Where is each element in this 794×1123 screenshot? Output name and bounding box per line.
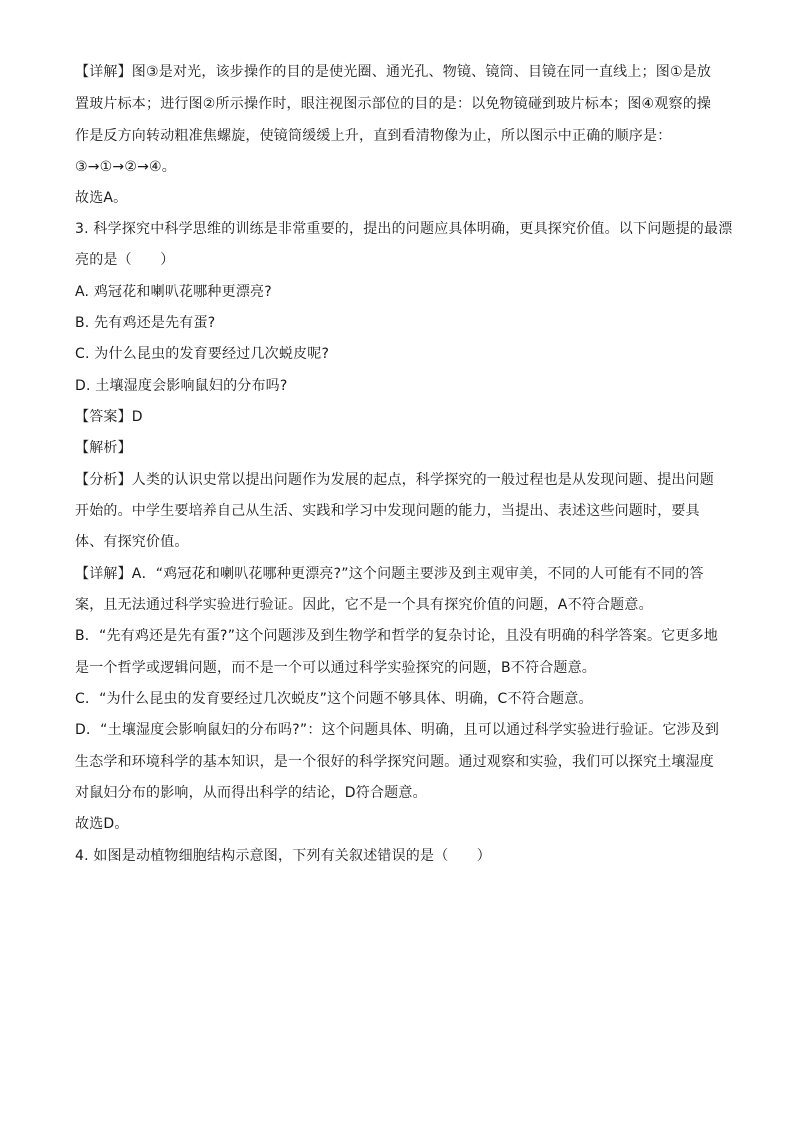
question-3-option-a: A. 鸡冠花和喇叭花哪种更漂亮? [75, 284, 272, 300]
detail-line-3: 作是反方向转动粗准焦螺旋，使镜筒缓缓上升，直到看清物像为止，所以图示中正确的顺序是： [75, 128, 672, 144]
detail-d-line-3: 对鼠妇分布的影响，从而得出科学的结论，D符合题意。 [75, 785, 427, 801]
analysis-line-1: 【分析】人类的认识史常以提出问题作为发展的起点，科学探究的一般过程也是从发现问题、提出问题 [75, 472, 714, 488]
detail-b-line-2: 是一个哲学或逻辑问题，而不是一个可以通过科学实验探究的问题，B不符合题意。 [75, 660, 597, 676]
detail-c-line: C．“为什么昆虫的发育要经过几次蜕皮”这个问题不够具体、明确，C不符合题意。 [75, 691, 593, 707]
answer-label: 【答案】D [75, 409, 143, 425]
question-3-option-b: B. 先有鸡还是先有蛋? [75, 315, 216, 331]
detail-line-4: ③→①→②→④。 [75, 159, 176, 175]
analysis-label: 【解析】 [75, 440, 132, 456]
analysis-line-2: 开始的。中学生要培养自己从生活、实践和学习中发现问题的能力，当提出、表述这些问题时，要具 [75, 503, 700, 519]
question-3-option-d: D. 土壤湿度会影响鼠妇的分布吗? [75, 378, 288, 394]
question-3-option-c: C. 为什么昆虫的发育要经过几次蜕皮呢? [75, 346, 330, 362]
detail-d-line-1: D．“土壤湿度会影响鼠妇的分布吗?”：这个问题具体、明确，且可以通过科学实验进行验证。它涉及到 [75, 722, 720, 738]
detail-a-line-1: 【详解】A．“鸡冠花和喇叭花哪种更漂亮?”这个问题主要涉及到主观审美，不同的人可能有不同的答 [75, 566, 704, 582]
detail-line-2: 置玻片标本；进行图②所示操作时，眼注视图示部位的目的是：以免物镜碰到玻片标本；图④观察的操 [75, 96, 712, 112]
detail-a-line-2: 案，且无法通过科学实验进行验证。因此，它不是一个具有探究价值的问题，A不符合题意。 [75, 597, 653, 613]
question-4-stem: 4. 如图是动植物细胞结构示意图，下列有关叙述错误的是（ ） [75, 848, 492, 864]
detail-b-line-1: B．“先有鸡还是先有蛋?”这个问题涉及到生物学和哲学的复杂讨论，且没有明确的科学答案。它更多地 [75, 628, 718, 644]
detail-line-1: 【详解】图③是对光，该步操作的目的是使光圈、通光孔、物镜、镜筒、目镜在同一直线上；图①是放 [75, 64, 712, 80]
question-3-stem-line-1: 3. 科学探究中科学思维的训练是非常重要的，提出的问题应具体明确，更具探究价值。以下问题提的最漂 [75, 221, 733, 237]
analysis-line-3: 体、有探究价值。 [75, 534, 189, 550]
choose-answer-q3: 故选D。 [75, 816, 129, 832]
choose-answer-q2: 故选A。 [75, 190, 128, 206]
question-3-stem-line-2: 亮的是（ ） [75, 252, 175, 268]
detail-d-line-2: 生态学和环境科学的基本知识，是一个很好的科学探究问题。通过观察和实验，我们可以探究土壤湿度 [75, 754, 714, 770]
